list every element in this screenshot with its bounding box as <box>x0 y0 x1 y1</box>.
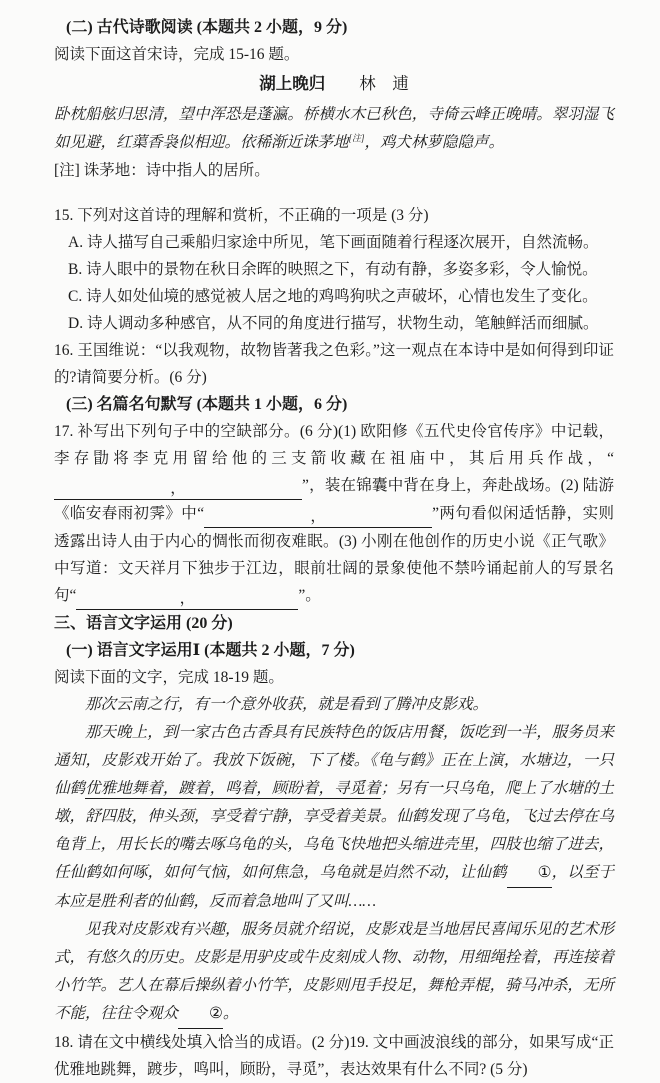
question-17 <box>54 418 614 610</box>
passage-paragraph-3 <box>54 916 614 1029</box>
section-heading-language-use: 三、语言文字运用 (20 分) <box>54 615 233 632</box>
section-heading-ancient-poetry: (二) 古代诗歌阅读 (本题共 2 小题，9 分) <box>66 19 348 36</box>
option-b: B. 诗人眼中的景物在秋日余晖的映照之下，有动有静，多姿多彩，令人愉悦。 <box>68 261 598 278</box>
reading-passage <box>54 691 614 1029</box>
wavy-underlined-phrase: 优雅地舞着，踱着，鸣着，顾盼着，寻觅着 <box>85 780 381 797</box>
circled-number-1: ① <box>537 864 552 881</box>
option-d: D. 诗人调动多种感官，从不同的角度进行描写，状物生动，笔触鲜活而细腻。 <box>68 315 599 332</box>
p3-text-2: 。 <box>222 1005 239 1022</box>
poem-body-part1: 卧枕船舷归思清，望中浑恐是蓬瀛。桥横水木已秋色，寺倚云峰正晚晴。翠羽湿飞如见避，红蕖香袅似相迎。依稀渐近诛茅地 <box>54 106 614 151</box>
p2-text-3: ，以至于本应是胜利者的仙鹤，反而着急地叫了又叫…… <box>54 864 614 910</box>
p3-text-1: 见我对皮影戏有兴趣，服务员就介绍说，皮影戏是当地居民喜闻乐见的艺术形式，有悠久的历史。皮影是用驴皮或牛皮刻成人物、动物，用细绳拴着，再连接着小竹竿。艺人在幕后操纵着小竹竿，皮影则甩手投足，舞枪弄棍，骑马冲杀，无所不能，往往令观众 <box>54 921 614 1022</box>
idiom-blank-1 <box>507 859 552 888</box>
poem-title: 湖上晚归 <box>259 74 326 93</box>
poem-body-part2: ，鸡犬林萝隐隐声。 <box>364 134 505 151</box>
passage-paragraph-2 <box>54 719 614 916</box>
poem-author: 林 逋 <box>359 74 409 93</box>
idiom-blank-2 <box>178 1000 223 1029</box>
blank-pair-1-comma: ， <box>170 480 186 497</box>
poem-text <box>54 101 614 157</box>
circled-number-2: ② <box>209 1005 223 1022</box>
p2-text-1: 那天晚上，到一家古色古香具有民族特色的饭店用餐，饭吃到一半，服务员来通知，皮影戏开始了。我放下饭碗，下了楼。《龟与鹤》正在上演，水塘边，一只仙鹤 <box>54 724 614 797</box>
q17-text-2: ”，装在锦囊中背在身上，奔赴战场。(2) 陆游《临安春雨初霁》中“ <box>54 477 614 522</box>
language-use-intro: 阅读下面的文字，完成 18-19 题。 <box>54 669 284 686</box>
answer-blank-pair-1 <box>54 480 302 500</box>
answer-blank-pair-3 <box>76 590 298 610</box>
q17-text-3: ”两句看似闲适恬静，实则透露出诗人由于内心的惆怅而彻夜难眠。(3) 小刚在他创作的历史小说《正气歌》中写道：文天祥月下独步于江边，眼前壮阔的景象使他不禁吟诵起前人的写景名句“ <box>54 505 614 604</box>
q17-text-4: ”。 <box>298 587 321 604</box>
passage-paragraph-1: 那次云南之行，有一个意外收获，就是看到了腾冲皮影戏。 <box>85 696 489 713</box>
option-a: A. 诗人描写自己乘船归家途中所见，笔下画面随着行程逐次展开，自然流畅。 <box>68 234 599 251</box>
blank-pair-2-comma: ， <box>310 508 326 525</box>
p2-text-2: ；另有一只乌龟，爬上了水塘的土墩，舒四肢，伸头颈，享受着宁静，享受着美景。仙鹤发现了乌龟，飞过去停在乌龟背上，用长长的嘴去啄乌龟的头，乌龟飞快地把头缩进壳里，四肢也缩了进去，任仙鹤如何啄，如何气恼，如何焦急，乌龟就是岿然不动，让仙鹤 <box>54 780 614 881</box>
section-heading-dictation: (三) 名篇名句默写 (本题共 1 小题，6 分) <box>66 396 348 413</box>
subsection-heading-language-use-1: (一) 语言文字运用Ⅰ (本题共 2 小题，7 分) <box>66 642 355 659</box>
poem-footnote: [注] 诛茅地：诗中指人的居所。 <box>54 162 270 179</box>
poem-note-marker: [注] <box>348 132 365 143</box>
answer-blank-pair-2 <box>204 508 432 528</box>
q17-text-1: 17. 补写出下列句子中的空缺部分。(6 分)(1) 欧阳修《五代史伶官传序》中记载，李存勖将李克用留给他的三支箭收藏在祖庙中，其后用兵作战，“ <box>54 423 614 467</box>
poetry-intro: 阅读下面这首宋诗，完成 15-16 题。 <box>54 46 300 63</box>
blank-pair-3-comma: ， <box>179 590 196 607</box>
question-16: 16. 王国维说：“以我观物，故物皆著我之色彩。”这一观点在本诗中是如何得到印证的?请简要分析。(6 分) <box>54 342 614 386</box>
question-15-stem: 15. 下列对这首诗的理解和赏析，不正确的一项是 (3 分) <box>54 207 429 224</box>
option-c: C. 诗人如处仙境的感觉被人居之地的鸡鸣狗吠之声破坏，心情也发生了变化。 <box>68 288 598 305</box>
question-18-19: 18. 请在文中横线处填入恰当的成语。(2 分)19. 文中画波浪线的部分，如果写成“正优雅地跳舞，踱步，鸣叫，顾盼，寻觅”，表达效果有什么不同? (5 分) <box>54 1034 614 1078</box>
poem-title-line <box>54 70 614 98</box>
question-15-options <box>54 229 614 337</box>
